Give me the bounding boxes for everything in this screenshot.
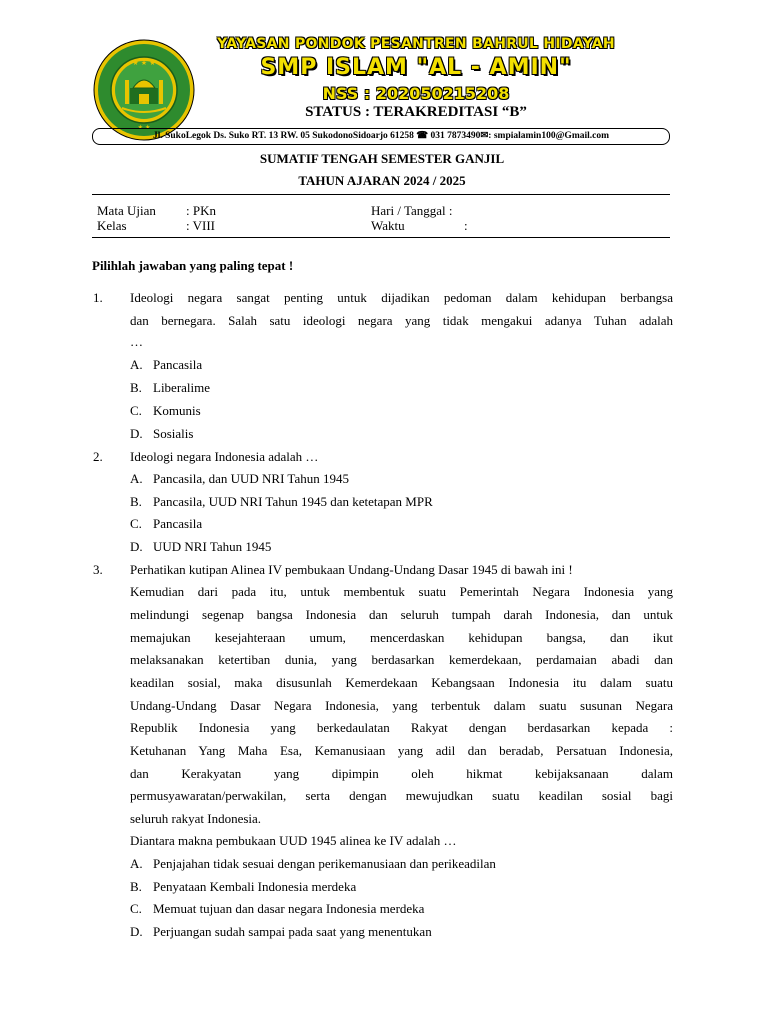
question-2-option-d[interactable] <box>130 539 271 555</box>
question-1-option-c[interactable] <box>130 403 201 419</box>
question-1-option-a[interactable] <box>130 357 202 373</box>
question-3-text: Perhatikan kutipan Alinea IV pembukaan Undang-Undang Dasar 1945 di bawah ini ! <box>130 562 573 577</box>
option-letter: B. <box>130 494 142 509</box>
question-1-line-1: Ideologi negara sangat penting untuk dijadikan pedoman dalam kehidupan berbangsa <box>130 290 673 305</box>
option-letter: C. <box>130 403 142 418</box>
passage-line: memajukan kesejahteraan umum, mencerdaskan kehidupan bangsa, dan ikut <box>130 630 673 645</box>
option-letter: D. <box>130 924 143 939</box>
passage-line: permusyawaratan/perwakilan, serta dengan mewujudkan suatu keadilan sosial bagi <box>130 788 673 803</box>
passage-line: melaksanakan ketertiban dunia, yang berdasarkan kemerdekaan, perdamaian abadi dan <box>130 652 673 667</box>
option-letter: A. <box>130 357 143 372</box>
option-text: Pancasila <box>153 357 203 372</box>
option-text: Perjuangan sudah sampai pada saat yang menentukan <box>153 924 432 939</box>
divider-bottom <box>92 237 670 238</box>
option-text: Pancasila <box>153 516 203 531</box>
option-letter: D. <box>130 539 143 554</box>
question-2-number: 2. <box>93 449 103 464</box>
option-text: Penyataan Kembali Indonesia merdeka <box>153 879 357 894</box>
question-3-number: 3. <box>93 562 103 577</box>
date-label: Hari / Tanggal : <box>371 203 453 218</box>
question-1-number: 1. <box>93 290 103 305</box>
school-nss: NSS : 202050215208 <box>322 84 510 103</box>
academic-year: TAHUN AJARAN 2024 / 2025 <box>298 173 466 188</box>
option-text: Liberalime <box>153 380 211 395</box>
question-3-option-c[interactable] <box>130 901 424 917</box>
school-address: Jl. SukoLegok Ds. Suko RT. 13 RW. 05 SukodonoSidoarjo 61258 ☎ 031 7873490✉: smpialamin100@Gmail.com <box>92 128 670 145</box>
subject-label: Mata Ujian <box>97 203 156 218</box>
passage-line: Ketuhanan Yang Maha Esa, Kemanusiaan yang adil dan beradab, Persatuan Indonesia, <box>130 743 673 758</box>
instruction: Pilihlah jawaban yang paling tepat ! <box>92 258 294 273</box>
question-3-option-a[interactable] <box>130 856 496 872</box>
svg-text:★ ★ ★: ★ ★ ★ <box>132 59 156 67</box>
option-letter: B. <box>130 380 142 395</box>
question-2-option-c[interactable] <box>130 516 202 532</box>
passage-line: keadilan sosial, maka disusunlah Kemerdekaan Kebangsaan Indonesia itu dalam suatu <box>130 675 673 690</box>
question-1-line-3: … <box>130 334 143 349</box>
question-3-option-b[interactable] <box>130 879 356 895</box>
option-text: Pancasila, dan UUD NRI Tahun 1945 <box>153 471 349 486</box>
passage-line: Undang-Undang Dasar Negara Indonesia, yang terbentuk dalam suatu susunan Negara <box>130 698 673 713</box>
option-letter: C. <box>130 901 142 916</box>
option-letter: A. <box>130 471 143 486</box>
svg-text:★ ★: ★ ★ <box>137 124 151 131</box>
option-text: Komunis <box>153 403 201 418</box>
option-text: Memuat tujuan dan dasar negara Indonesia merdeka <box>153 901 425 916</box>
question-2-text: Ideologi negara Indonesia adalah … <box>130 449 319 464</box>
option-letter: C. <box>130 516 142 531</box>
question-2-option-b[interactable] <box>130 494 433 510</box>
passage-line: seluruh rakyat Indonesia. <box>130 811 262 826</box>
exam-title: SUMATIF TENGAH SEMESTER GANJIL <box>259 151 505 166</box>
option-letter: D. <box>130 426 143 441</box>
school-name: SMP ISLAM "AL - AMIN" <box>260 55 572 80</box>
time-label: Waktu <box>371 218 405 233</box>
question-1-option-d[interactable] <box>130 426 193 442</box>
passage-line: melindungi segenap bangsa Indonesia dan seluruh tumpah darah Indonesia, dan untuk <box>130 607 673 622</box>
school-logo-icon <box>92 38 196 142</box>
subject-value: : PKn <box>186 203 216 218</box>
question-1-option-b[interactable] <box>130 380 210 396</box>
option-text: Sosialis <box>153 426 194 441</box>
divider-top <box>92 194 670 195</box>
option-text: Pancasila, UUD NRI Tahun 1945 dan ketetapan MPR <box>153 494 433 509</box>
question-3-prompt: Diantara makna pembukaan UUD 1945 alinea ke IV adalah … <box>130 833 457 848</box>
question-2-option-a[interactable] <box>130 471 349 487</box>
time-colon: : <box>464 218 468 233</box>
option-letter: B. <box>130 879 142 894</box>
passage-line: Kemudian dari pada itu, untuk membentuk suatu Pemerintah Negara Indonesia yang <box>130 584 673 599</box>
class-value: : VIII <box>186 218 216 233</box>
option-text: Penjajahan tidak sesuai dengan perikemanusiaan dan perikeadilan <box>153 856 496 871</box>
accreditation-status: STATUS : TERAKREDITASI “B” <box>305 104 527 120</box>
class-label: Kelas <box>97 218 127 233</box>
question-1-line-2: dan bernegara. Salah satu ideologi negara yang tidak mengakui adanya Tuhan adalah <box>130 313 673 328</box>
passage-line: Republik Indonesia yang berkedaulatan Rakyat dengan berdasarkan kepada : <box>130 720 673 735</box>
option-text: UUD NRI Tahun 1945 <box>153 539 272 554</box>
foundation-name: YAYASAN PONDOK PESANTREN BAHRUL HIDAYAH <box>217 36 615 52</box>
option-letter: A. <box>130 856 143 871</box>
passage-line: dan Kerakyatan yang dipimpin oleh hikmat kebijaksanaan dalam <box>130 766 673 781</box>
question-3-option-d[interactable] <box>130 924 432 940</box>
